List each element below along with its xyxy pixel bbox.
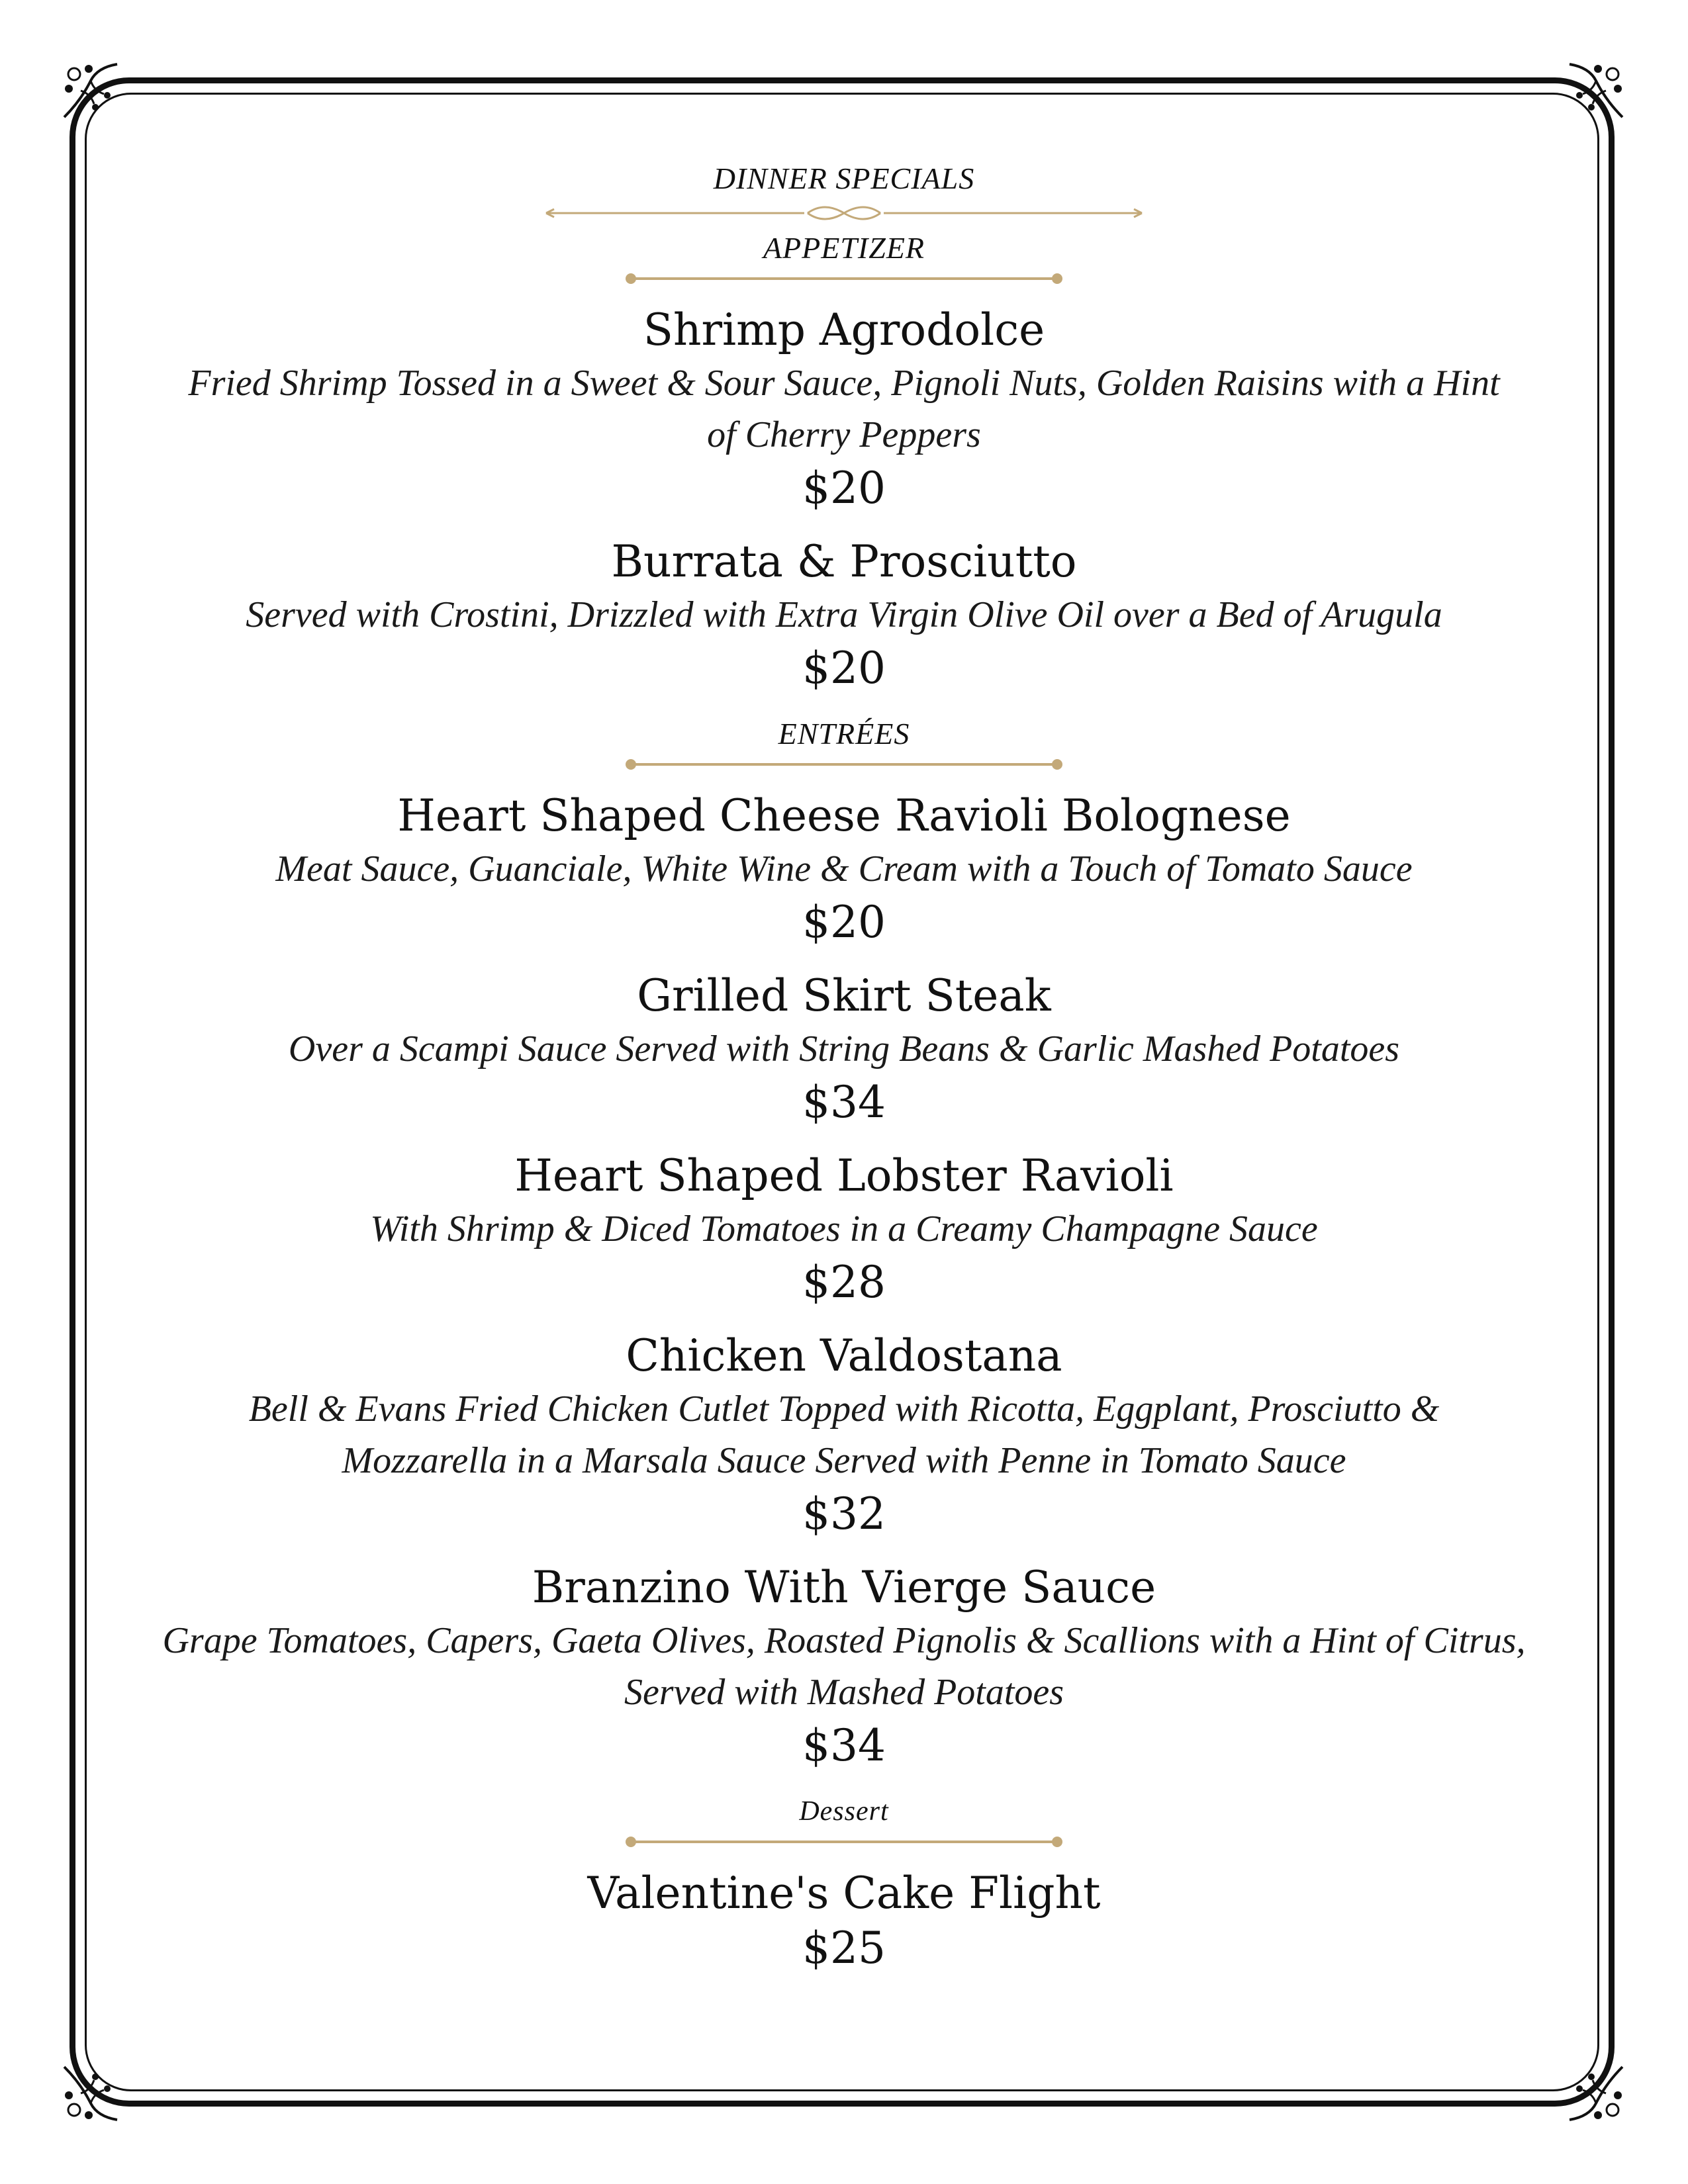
dish-description: Over a Scampi Sauce Served with String Beans & Garlic Mashed Potatoes [288,1028,1400,1069]
dish-description: Grape Tomatoes, Capers, Gaeta Olives, Roasted Pignolis & Scallions with a Hint of Citrus, [162,1620,1526,1661]
dish-name: Heart Shaped Lobster Ravioli [514,1150,1174,1201]
corner-ornament-icon [54,2057,127,2130]
dish-name: Heart Shaped Cheese Ravioli Bolognese [397,790,1291,841]
section-title: APPETIZER [763,231,925,265]
dish-price: $25 [802,1923,886,1974]
dish-description: With Shrimp & Diced Tomatoes in a Creamy Champagne Sauce [370,1208,1318,1250]
dish-description: Meat Sauce, Guanciale, White Wine & Cream with a Touch of Tomato Sauce [275,848,1413,889]
section-spacer [132,1774,1556,1792]
dish-name: Branzino With Vierge Sauce [532,1562,1156,1613]
dish-name: Grilled Skirt Steak [637,970,1051,1021]
dish-description: Fried Shrimp Tossed in a Sweet & Sour Sauce, Pignoli Nuts, Golden Raisins with a Hint [188,363,1500,404]
dish-price: $28 [802,1257,886,1308]
corner-ornament-icon [54,54,127,127]
section-title: Dessert [799,1796,889,1827]
dish-name: Chicken Valdostana [626,1330,1062,1381]
flourish-divider-icon [132,201,1556,225]
dish-name: Burrata & Prosciutto [611,536,1077,587]
dish-name: Shrimp Agrodolce [643,304,1045,355]
dish-description: of Cherry Peppers [707,414,981,455]
gold-rule-divider [132,1831,1556,1853]
dish-name: Valentine's Cake Flight [587,1868,1101,1919]
gold-rule-divider [132,267,1556,290]
dish-description: Bell & Evans Fried Chicken Cutlet Topped with Ricotta, Eggplant, Prosciutto & [248,1388,1440,1430]
section-spacer [132,696,1556,715]
corner-ornament-icon [1560,54,1632,127]
dish-description: Mozzarella in a Marsala Sauce Served with Penne in Tomato Sauce [342,1440,1346,1481]
dish-price: $20 [802,463,886,514]
menu-content [132,159,1556,1995]
section-spacer [132,1976,1556,1995]
dish-description: Served with Crostini, Drizzled with Extra Virgin Olive Oil over a Bed of Arugula [246,594,1442,635]
section-title: ENTRÉES [778,717,910,751]
dish-description: Served with Mashed Potatoes [624,1672,1064,1713]
dish-price: $34 [802,1720,886,1771]
dish-price: $20 [802,897,886,948]
gold-rule-divider [132,753,1556,776]
dish-price: $32 [802,1488,886,1539]
corner-ornament-icon [1560,2057,1632,2130]
dish-price: $20 [802,643,886,694]
menu-header: DINNER SPECIALS [713,161,975,195]
dish-price: $34 [802,1077,886,1128]
